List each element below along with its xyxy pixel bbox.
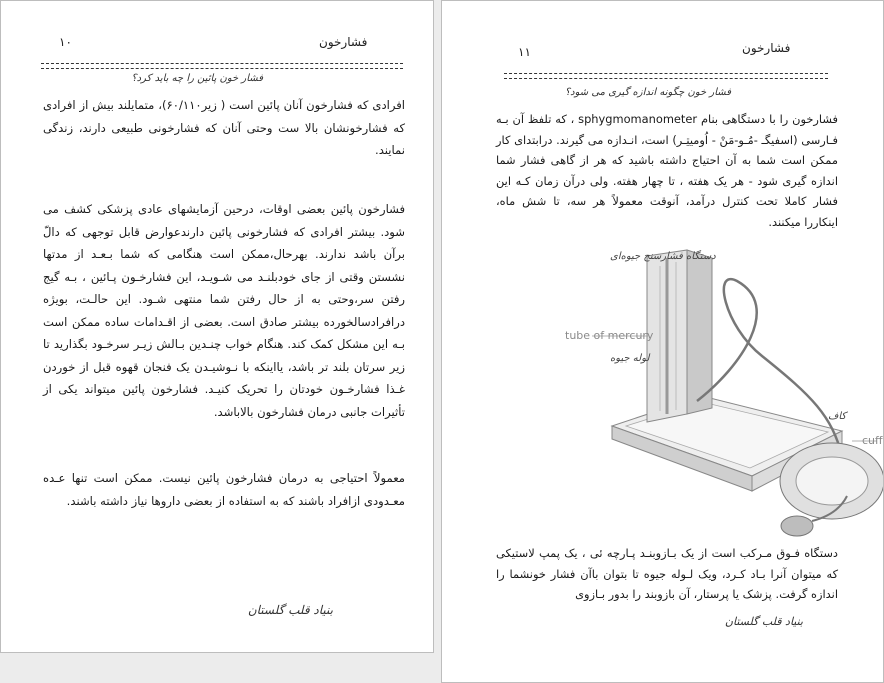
handwritten-heading: فشار خون پائین را چه باید کرد؟ [131,73,263,84]
paragraph-1: افرادی که فشارخون آنان پائین است ( زیر۶۰/۱۱۰)، متمایلند بیش از افرادی که فشارخونشان بالا ست وحتی آنان که فشارخونی طبیعی دارند، زندگی نمایند. [43,98,405,157]
right-page [441,0,884,683]
header-divider [504,73,828,79]
page-number: ۱۰ [59,35,72,49]
cuff-label: cuff [862,434,883,447]
signature: بنیاد قلب گلستان [724,615,803,628]
signature: بنیاد قلب گلستان [247,603,333,617]
paragraph-1: فشارخون را با دستگاهی بنام sphygmomanometer ، که تلفظ آن بـه فـارسی (اسفیگـ -مُـو-مَنْ - اُومیتِـر) است، انـدازه می گیرند. درابتدای کار ممکن است شما به آن احتیاج داشته باشید که هر از گاهی فشار شما اندازه گیری شود - هر یک هفته ، تا چهار هفته. ولی درآن زمان کـه این فشار کاملا تحت کنترل درآمد، آنوقت معمولاً هر سه، تا شش ماه، اینکاررا میکنند. [496,112,838,229]
left-page [0,0,434,653]
handwritten-heading: فشار خون چگونه اندازه گیری می شود؟ [564,87,731,98]
paragraph-3: معمولاً احتیاجی به درمان فشارخون پائین نیست. ممکن است تنها عـده معـدودی ازافراد باشند که به استفاده از بعضی داروها نیاز داشته باشند. [43,471,405,508]
page-title: فشارخون [319,35,368,49]
tube-of-mercury-label: tube of mercury [565,329,654,342]
paragraph-2: دستگاه فـوق مـرکب است از یک بـازوبنـد پـارچه ئی ، یک پمپ لاستیکی که میتوان آنرا بـاد کـرد، ویک لـوله جیوه تا بتوان باآن فشار خونشما را اندازه گرفت. پزشک یا پرستار، آن بازوبند را بدور بـازوی [496,546,838,602]
handwritten-device-label: دستگاه فشارسنج جیوه‌ای [610,251,716,262]
page-title: فشارخون [742,41,791,55]
sphygmomanometer-illustration [592,246,884,546]
paragraph-2: فشارخون پائین بعضی اوقات، درحین آزمایشهای عادی پزشکی کشف می شود. بیشتر افرادی که فشارخونی پائین دارندعوارض قابل توجهی که دالّ برآن باشد ندارند. بهرحال،ممکن است هنگامی که شما بـعـد از مدتها نشستن وقتی از جای خودبلنـد می شـویـد، این فشارخـون پـائین ، بـه گیج رفتن سر،وحتی به از حال رفتن شما منتهی شـود. این حالـت، بویژه درافرادسالخورده بیشتر صادق است. بعضی از اقـدامات ساده ممکن است بـه این مشکل کمک کند. هنگام خواب چنـدین بـالش زیـر سرخـود بگذارید تا زیر سرتان بلند تر باشد، یااینکه با نـوشیـدن یک فنجان قهوه قبل از خوردن غـذا فشارخـون خودتان را تحریک کنیـد. فشارخون پائین میتواند یکی از تأثیرات جانبی درمان فشارخون بالاباشد. [43,202,405,419]
header-divider [41,63,403,69]
handwritten-cuff-label: کاف [828,411,847,422]
page-number: ۱۱ [518,45,531,59]
handwritten-tube-label: لوله جیوه [610,353,650,364]
